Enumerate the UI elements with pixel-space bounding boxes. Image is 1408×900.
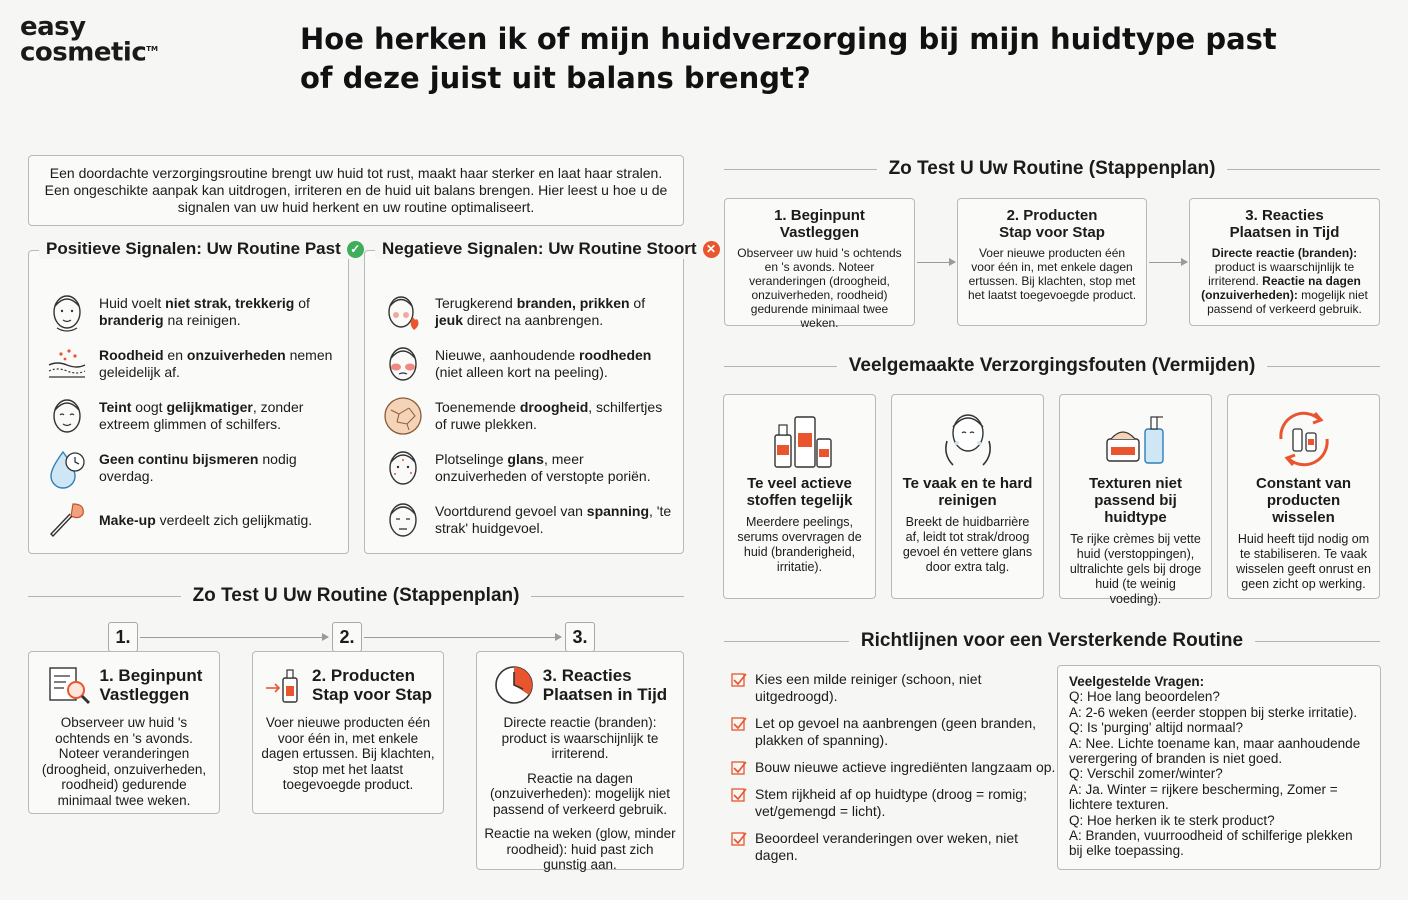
step-number: 3. [565,622,595,652]
faq-box [1057,665,1381,870]
guideline-item: Kies een milde reiniger (schoon, niet uitgedroogd). [731,671,1056,705]
negative-signals-panel [364,239,717,554]
switching-products-icon [1269,405,1339,471]
checkbox-checked-icon [731,716,747,732]
step-card: 2. Producten Stap voor Stap Voer nieuwe producten één voor één in, met enkele dagen ertussen. Bij klachten, stop met het laatst toegevoegde product. [957,198,1147,326]
positive-item: Make-up verdeelt zich gelijkmatig. [45,495,338,545]
face-icon [45,394,89,438]
faq-line: A: 2-6 weken (eerder stoppen bij sterke irritatie). [1069,704,1358,720]
mistake-card: Texturen niet passend bij huidtype Te rijke crèmes bij vette huid (verstoppingen), ultralichte gels bij droge huid (te weinig voeding). [1059,394,1212,599]
check-badge-icon: ✓ [347,241,364,258]
arrow-product-icon [264,664,304,706]
faq-line: Q: Hoe lang beoordelen? [1069,689,1220,705]
steps-heading-left: Zo Test U Uw Routine (Stappenplan) [28,585,684,607]
droplet-clock-icon [45,446,89,490]
mistakes-heading: Veelgemaakte Verzorgingsfouten (Vermijden) [724,355,1380,377]
step-card: 1. Beginpunt Vastleggen Observeer uw huid 's ochtends en 's avonds. Noteer veranderingen (droogheid, onzuiverheden, roodheid) gedurende minimaal twee weken. [724,198,915,326]
positive-signals-panel [28,239,361,554]
negative-item: Terugkerend branden, prikken of jeuk direct na aanbrengen. [381,287,673,337]
step-card: 3. Reacties Plaatsen in Tijd Directe reactie (branden): product is waarschijnlijk te irriterend. Reactie na dagen (onzuiverheden): mogelijk niet passend of verkeerd gebruik. [1189,198,1380,326]
negative-item: Voortdurend gevoel van spanning, 'te strak' huidgevoel. [381,495,673,545]
guideline-item: Stem rijkheid af op huidtype (droog = romig; vet/gemengd = licht). [731,786,1056,820]
step-card: 3. Reacties Plaatsen in Tijd Directe reactie (branden): product is waarschijnlijk te irriterend. Reactie na dagen (onzuiverheden): mogelijk niet passend of verkeerd gebruik. Reactie na weken (glow, minder roodheid): huid past zich gunstig aan. [476,651,684,870]
positive-item: Roodheid en onzuiverheden nemen geleidelijk af. [45,339,338,389]
step-card: 1. Beginpunt Vastleggen Observeer uw huid 's ochtends en 's avonds. Noteer veranderingen (droogheid, onzuiverheden, roodheid) gedurende minimaal twee weken. [28,651,220,814]
steps-heading-right: Zo Test U Uw Routine (Stappenplan) [724,158,1380,180]
step-number: 1. [108,622,138,652]
guideline-item: Beoordeel veranderingen over weken, niet dagen. [731,830,1056,864]
mistake-card: Te veel actieve stoffen tegelijk Meerdere peelings, serums overvragen de huid (branderigheid, irritatie). [723,394,876,599]
cross-badge-icon: ✕ [703,241,720,258]
faq-line: A: Ja. Winter = rijkere bescherming, Zomer = lichtere texturen. [1069,781,1338,813]
face-redness-icon [381,342,425,386]
page-title [300,20,1280,98]
makeup-brush-icon [45,498,89,542]
negative-item: Plotselinge glans, meer onzuiverheden of verstopte poriën. [381,443,673,493]
checkbox-checked-icon [731,760,747,776]
faq-title: Veelgestelde Vragen: [1069,674,1205,689]
positive-item: Teint oogt gelijkmatiger, zonder extreem glimmen of schilfers. [45,391,338,441]
negative-item: Nieuwe, aanhoudende roodheden (niet alleen kort na peeling). [381,339,673,389]
guidelines-heading: Richtlijnen voor een Versterkende Routine [724,630,1380,652]
negative-signals-title [375,239,727,259]
face-washing-icon [933,405,1003,471]
page-title-line1: Hoe herken ik of mijn huidverzorging bij mijn huidtype past [300,22,1277,56]
brand-line2: cosmetic [20,37,147,68]
faq-line: A: Nee. Lichte toename kan, maar aanhoudende verergering of branden is niet goed. [1069,735,1361,767]
arrow-right-icon [364,637,561,638]
face-burning-icon [381,290,425,334]
faq-line: A: Branden, vuurroodheid of schilferige plekken bij elke toepassing. [1069,828,1353,859]
step-card: 2. Producten Stap voor Stap Voer nieuwe producten één voor één in, met enkele dagen ertussen. Bij klachten, stop met het laatst toegevoegde product. [252,651,444,814]
positive-signals-title-text: Positieve Signalen: Uw Routine Past [46,239,341,258]
notebook-magnifier-icon [46,664,92,706]
arrow-right-icon [1149,262,1187,263]
skin-layers-icon [45,342,89,386]
mistake-card: Constant van producten wisselen Huid heeft tijd nodig om te stabiliseren. Te vaak wisselen geeft onrust en geen zicht op werking. [1227,394,1380,599]
dry-skin-icon [381,394,425,438]
face-tight-icon [381,498,425,542]
checkbox-checked-icon [731,831,747,847]
clock-icon [493,664,535,706]
face-shine-icon [381,446,425,490]
mistake-card: Te vaak en te hard reinigen Breekt de huidbarrière af, leidt tot strak/droog gevoel én vettere glans door extra talg. [891,394,1044,599]
negative-item: Toenemende droogheid, schilfertjes of ruwe plekken. [381,391,673,441]
step-number: 2. [332,622,362,652]
page-title-line2: of deze juist uit balans brengt? [300,61,811,95]
brand-logo [20,12,158,68]
negative-signals-title-text: Negatieve Signalen: Uw Routine Stoort [382,239,697,258]
intro-text: Een doordachte verzorgingsroutine brengt uw huid tot rust, maakt haar sterker en laat haar stralen. Een ongeschikte aanpak kan uitdrogen, irriteren en de huid uit balans brengen. Hier leest u hoe u de signalen van uw huid herkent en uw routine optimaliseert. [28,155,684,226]
faq-line: Q: Verschil zomer/winter? [1069,766,1223,782]
product-bottles-icon [765,405,835,471]
checkbox-checked-icon [731,672,747,688]
positive-item: Geen continu bijsmeren nodig overdag. [45,443,338,493]
faq-line: Q: Is 'purging' altijd normaal? [1069,720,1243,736]
brand-line1: easy [20,12,86,42]
arrow-right-icon [140,637,328,638]
face-icon [45,290,89,334]
positive-signals-title [39,239,371,259]
faq-line: Q: Hoe herken ik te sterk product? [1069,812,1275,828]
cream-gel-icon [1101,405,1171,471]
checkbox-checked-icon [731,787,747,803]
guideline-item: Bouw nieuwe actieve ingrediënten langzaam op. [731,759,1056,776]
brand-tm: TM [146,45,158,53]
arrow-right-icon [917,262,955,263]
guideline-item: Let op gevoel na aanbrengen (geen branden, plakken of spanning). [731,715,1056,749]
positive-item: Huid voelt niet strak, trekkerig of branderig na reinigen. [45,287,338,337]
